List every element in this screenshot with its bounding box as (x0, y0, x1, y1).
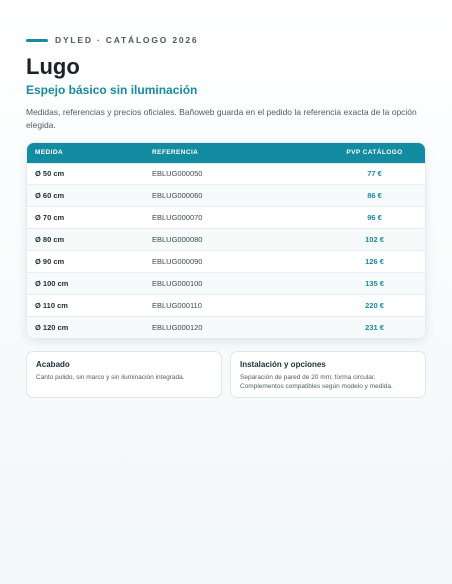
finish-card (26, 351, 222, 398)
cell-size: Ø 80 cm (27, 229, 144, 251)
eyebrow-text: DYLED · CATÁLOGO 2026 (55, 35, 199, 45)
cell-price: 231 € (324, 316, 425, 338)
table-row (27, 163, 425, 185)
eyebrow (26, 34, 426, 46)
cell-size: Ø 110 cm (27, 294, 144, 316)
cell-size: Ø 100 cm (27, 272, 144, 294)
catalog-page (26, 34, 426, 398)
cell-price: 135 € (324, 272, 425, 294)
cell-price: 102 € (324, 229, 425, 251)
cell-price: 77 € (324, 163, 425, 185)
cell-price: 126 € (324, 251, 425, 273)
cell-reference: EBLUG000120 (144, 316, 324, 338)
price-table-card (26, 142, 426, 339)
installation-card-text: Separación de pared de 20 mm; forma circular. Complementos compatibles según modelo y medida. (240, 374, 393, 391)
cell-reference: EBLUG000060 (144, 185, 324, 207)
cell-price: 96 € (324, 207, 425, 229)
header-size: MEDIDA (35, 149, 64, 157)
table-row (27, 229, 425, 251)
finish-card-title: Acabado (36, 360, 70, 370)
cell-reference: EBLUG000080 (144, 229, 324, 251)
cell-price: 220 € (324, 294, 425, 316)
cell-size: Ø 60 cm (27, 185, 144, 207)
table-row (27, 251, 425, 273)
cell-price: 86 € (324, 185, 425, 207)
header-reference: REFERENCIA (152, 149, 199, 157)
cell-reference: EBLUG000110 (144, 294, 324, 316)
table-row (27, 185, 425, 207)
intro-text: Medidas, referencias y precios oficiales. Bañoweb guarda en el pedido la referencia exacta de la opción elegida. (26, 107, 417, 130)
cell-size: Ø 70 cm (27, 207, 144, 229)
cell-size: Ø 90 cm (27, 251, 144, 273)
cell-size: Ø 50 cm (27, 163, 144, 185)
table-row (27, 272, 425, 294)
installation-card-title: Instalación y opciones (240, 360, 326, 370)
installation-card (230, 351, 426, 398)
cell-reference: EBLUG000100 (144, 272, 324, 294)
table-header-row (27, 143, 425, 163)
header-price: PVP CATÁLOGO (346, 149, 403, 157)
info-cards (26, 351, 426, 398)
table-row (27, 207, 425, 229)
page-title: Lugo (26, 54, 80, 79)
table-row (27, 316, 425, 338)
table-row (27, 294, 425, 316)
cell-reference: EBLUG000090 (144, 251, 324, 273)
finish-card-text: Canto pulido, sin marco y sin iluminación integrada. (36, 374, 185, 382)
page-subtitle: Espejo básico sin iluminación (26, 83, 198, 97)
cell-reference: EBLUG000050 (144, 163, 324, 185)
price-table (27, 143, 425, 338)
eyebrow-accent-bar (26, 39, 48, 42)
cell-reference: EBLUG000070 (144, 207, 324, 229)
cell-size: Ø 120 cm (27, 316, 144, 338)
